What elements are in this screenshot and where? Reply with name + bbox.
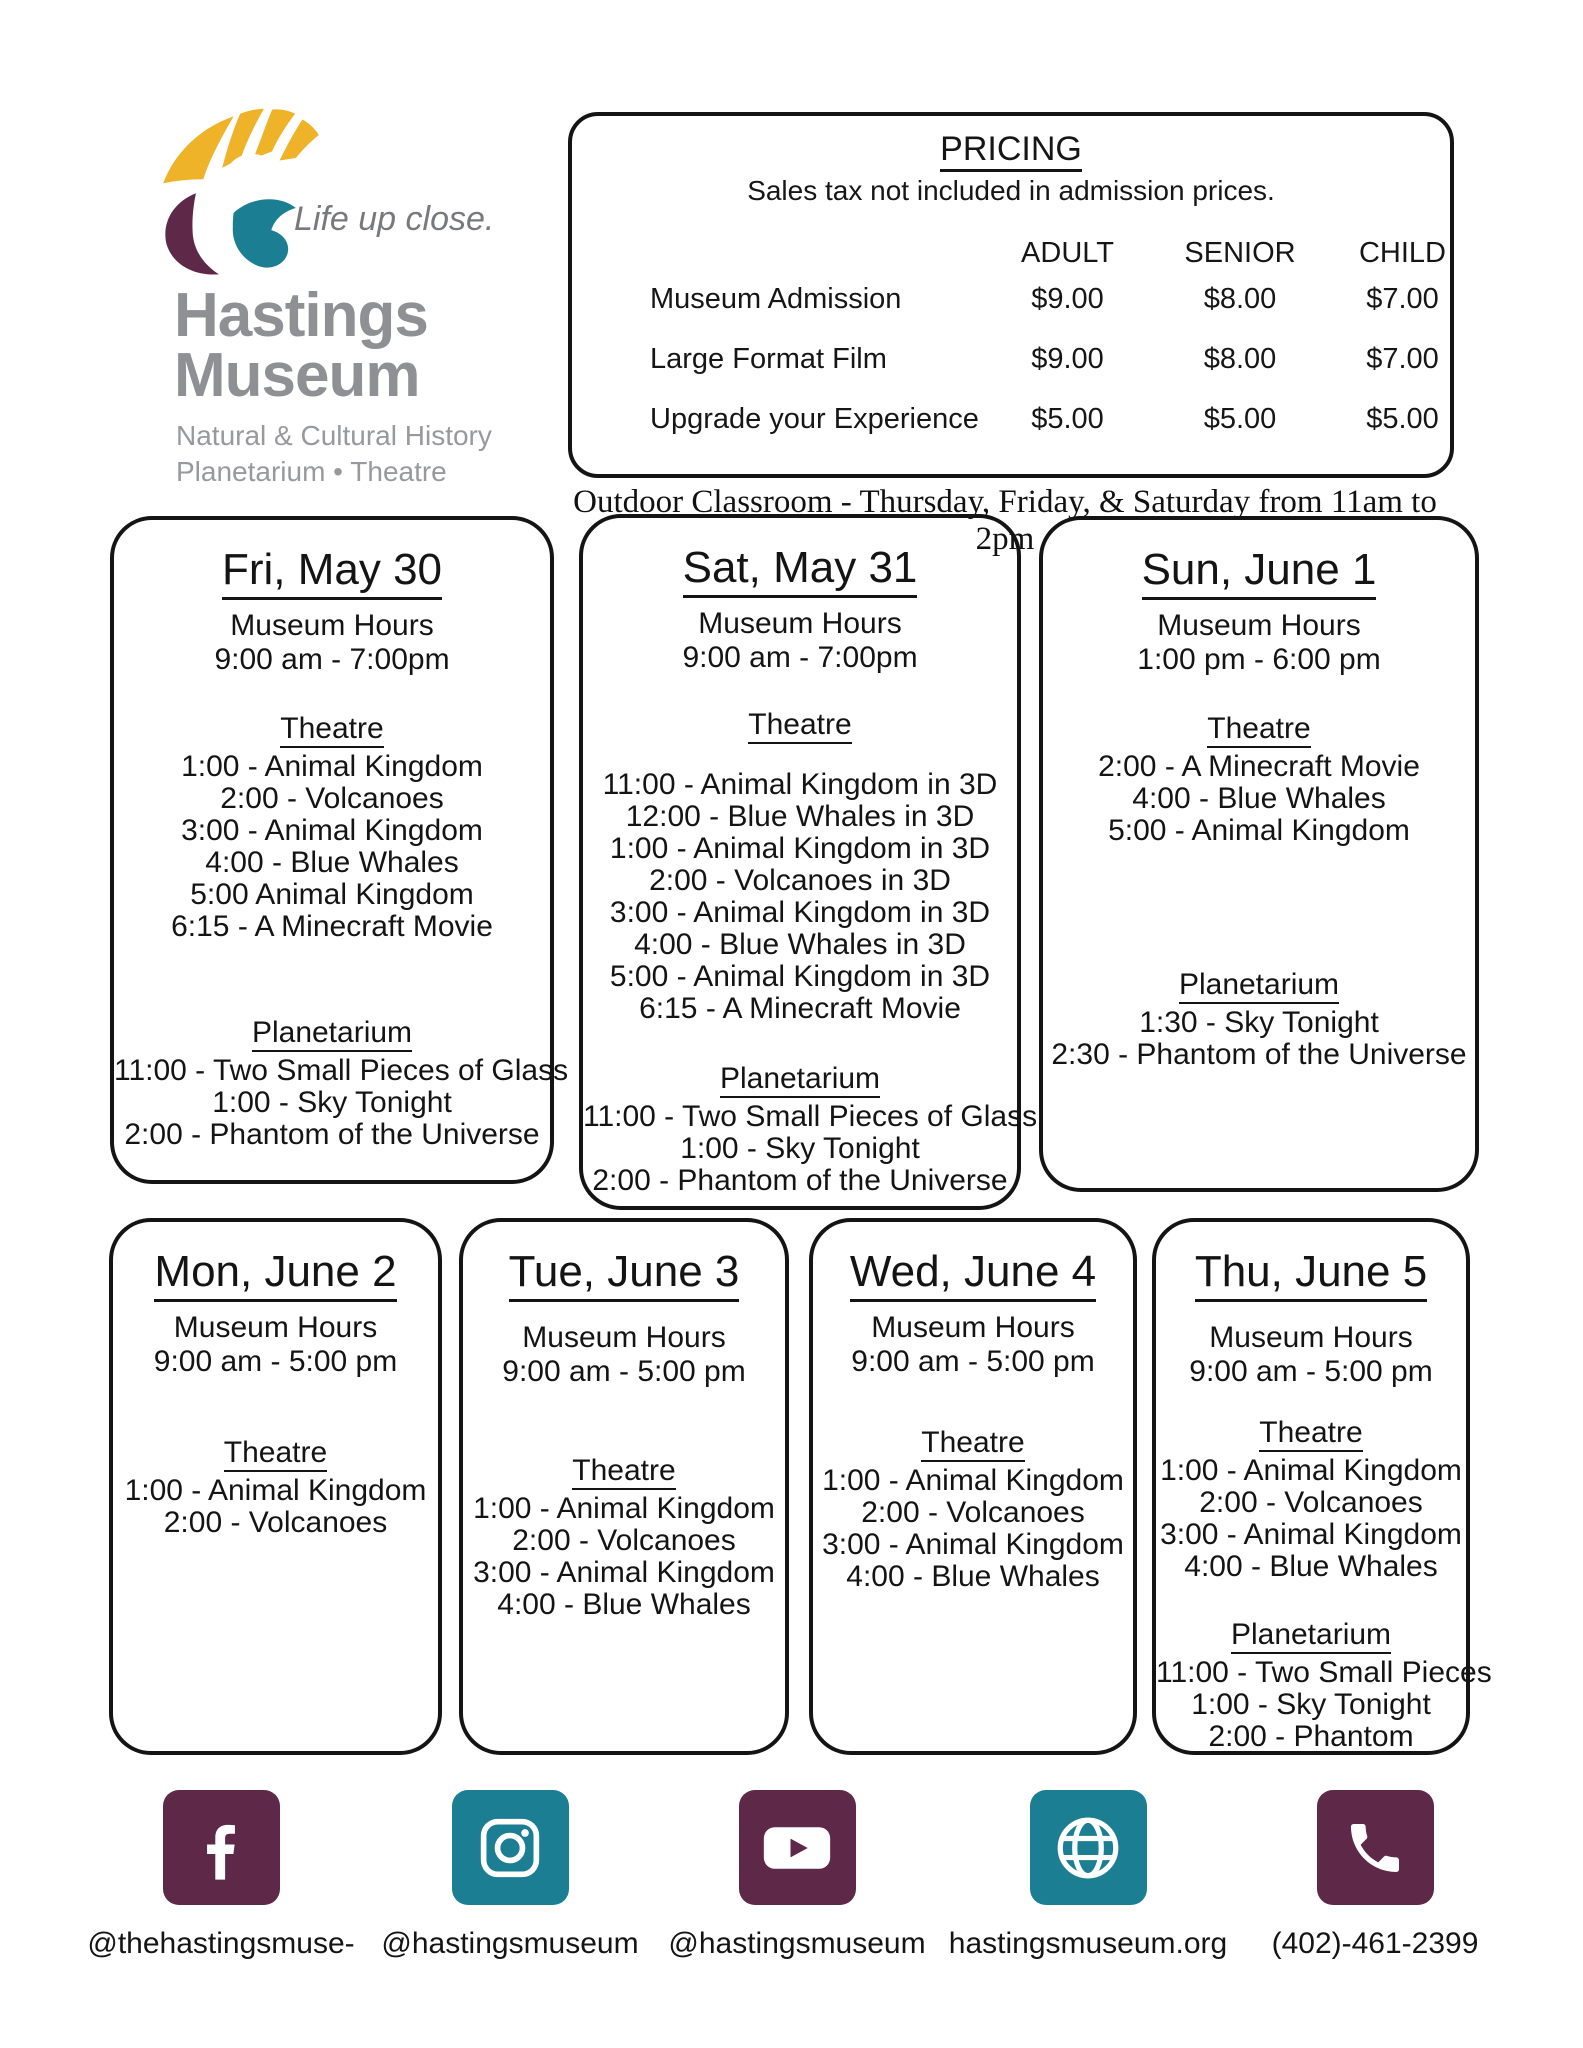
hours-value: 9:00 am - 5:00 pm xyxy=(1189,1355,1433,1388)
day-card-thu-june-5 xyxy=(1152,1218,1492,1755)
footer-link-facebook[interactable] xyxy=(81,1790,361,1961)
schedule-item: 1:00 - Animal Kingdom xyxy=(1160,1454,1462,1487)
logo-name xyxy=(174,281,428,410)
hastings-museum-logo-icon xyxy=(155,108,327,276)
hours-value: 9:00 am - 5:00 pm xyxy=(851,1345,1095,1378)
theatre-section xyxy=(583,707,1017,1025)
planetarium-heading: Planetarium xyxy=(1231,1618,1391,1654)
phone-number: (402)-461-2399 xyxy=(1271,1927,1479,1960)
globe-icon xyxy=(1030,1790,1147,1905)
instagram-icon xyxy=(452,1790,569,1905)
theatre-heading: Theatre xyxy=(1207,712,1310,748)
youtube-handle: @hastingsmuseum xyxy=(668,1927,926,1960)
schedule-item: 5:00 - Animal Kingdom xyxy=(1108,814,1410,847)
hours-value: 9:00 am - 7:00pm xyxy=(214,643,450,676)
theatre-schedule xyxy=(114,751,550,943)
schedule-item: 3:00 - Animal Kingdom in 3D xyxy=(609,896,991,929)
logo-subtitle-line2: Planetarium • Theatre xyxy=(176,456,447,487)
pricing-value: $8.00 xyxy=(1203,283,1277,315)
theatre-section xyxy=(813,1425,1133,1593)
pricing-box xyxy=(568,112,1454,478)
logo-subtitle-line1: Natural & Cultural History xyxy=(176,420,492,451)
schedule-item: 2:00 - A Minecraft Movie xyxy=(1098,750,1420,783)
schedule-item: 2:00 - Phantom of the Universe xyxy=(124,1118,540,1151)
day-title: Mon, June 2 xyxy=(154,1247,396,1302)
planetarium-section xyxy=(1156,1617,1492,1753)
website-url: hastingsmuseum.org xyxy=(948,1927,1228,1960)
schedule-item: 5:00 - Animal Kingdom in 3D xyxy=(609,960,991,993)
planetarium-schedule xyxy=(1156,1656,1492,1753)
day-card-sun-june-1 xyxy=(1039,516,1479,1192)
schedule-item: 1:30 - Sky Tonight xyxy=(1139,1006,1379,1039)
schedule-item: 4:00 - Blue Whales xyxy=(1184,1550,1438,1583)
pricing-col-adult: ADULT xyxy=(1021,237,1114,269)
theatre-section xyxy=(1156,1415,1466,1583)
hastings-museum-logo xyxy=(110,88,550,528)
day-card-sat-may-31 xyxy=(579,514,1038,1210)
pricing-col-child: CHILD xyxy=(1358,237,1446,269)
schedule-item: 1:00 - Animal Kingdom in 3D xyxy=(609,832,991,865)
day-title: Fri, May 30 xyxy=(222,545,442,600)
theatre-heading: Theatre xyxy=(572,1454,675,1490)
pricing-row-label: Museum Admission xyxy=(650,283,902,315)
hours-value: 9:00 am - 5:00 pm xyxy=(502,1355,746,1388)
schedule-item: 4:00 - Blue Whales xyxy=(497,1588,751,1621)
footer-link-instagram[interactable] xyxy=(370,1790,650,1961)
hours-value: 9:00 am - 5:00 pm xyxy=(153,1345,398,1378)
phone-icon xyxy=(1317,1790,1434,1905)
footer-link-youtube[interactable] xyxy=(657,1790,937,1961)
day-title: Wed, June 4 xyxy=(850,1247,1096,1302)
theatre-heading: Theatre xyxy=(280,712,383,748)
schedule-item: 1:00 - Animal Kingdom xyxy=(124,1474,427,1507)
schedule-item: 11:00 - Two Small Pieces of Glass xyxy=(583,1100,1038,1133)
hours-label: Museum Hours xyxy=(698,607,902,640)
pricing-value: $5.00 xyxy=(1366,403,1439,435)
pricing-title-row xyxy=(572,130,1450,169)
schedule-item: 1:00 - Animal Kingdom xyxy=(822,1464,1124,1497)
day-title: Sat, May 31 xyxy=(683,543,918,598)
pricing-value: $7.00 xyxy=(1366,343,1439,375)
schedule-item: 1:00 - Sky Tonight xyxy=(1191,1688,1431,1721)
planetarium-schedule xyxy=(114,1054,569,1151)
schedule-item: 2:00 - Phantom of the Universe xyxy=(592,1164,1008,1197)
schedule-item: 6:15 - A Minecraft Movie xyxy=(171,910,493,943)
planetarium-section xyxy=(583,1061,1038,1197)
theatre-schedule xyxy=(463,1493,785,1621)
schedule-item: 2:00 - Volcanoes xyxy=(861,1496,1085,1529)
hours-label: Museum Hours xyxy=(522,1321,726,1354)
schedule-item: 3:00 - Animal Kingdom xyxy=(822,1528,1124,1561)
pricing-corner-cell xyxy=(650,237,980,283)
pricing-table xyxy=(650,237,1446,463)
theatre-schedule xyxy=(113,1475,438,1539)
theatre-schedule xyxy=(813,1465,1133,1593)
schedule-item: 4:00 - Blue Whales in 3D xyxy=(634,928,966,961)
schedule-item: 3:00 - Animal Kingdom xyxy=(1160,1518,1462,1551)
pricing-title: PRICING xyxy=(940,130,1082,172)
theatre-section xyxy=(463,1453,785,1621)
schedule-item: 11:00 - Animal Kingdom in 3D xyxy=(602,768,998,801)
theatre-section xyxy=(113,1435,438,1539)
day-title: Sun, June 1 xyxy=(1142,545,1377,600)
schedule-item: 6:15 - A Minecraft Movie xyxy=(639,992,961,1025)
day-card-mon-june-2 xyxy=(109,1218,442,1755)
theatre-heading: Theatre xyxy=(1259,1416,1362,1452)
schedule-item: 12:00 - Blue Whales in 3D xyxy=(625,800,975,833)
planetarium-heading: Planetarium xyxy=(1179,968,1339,1004)
facebook-handle: @thehastingsmuse- xyxy=(87,1927,355,1960)
pricing-value: $8.00 xyxy=(1203,343,1277,375)
pricing-col-senior: SENIOR xyxy=(1184,237,1296,269)
pricing-row-label: Upgrade your Experience xyxy=(650,403,979,435)
hours-label: Museum Hours xyxy=(173,1311,378,1344)
pricing-value: $5.00 xyxy=(1203,403,1277,435)
hours-value: 1:00 pm - 6:00 pm xyxy=(1137,643,1381,676)
schedule-item: 2:00 - Volcanoes in 3D xyxy=(649,864,951,897)
theatre-schedule xyxy=(583,769,1017,1025)
planetarium-schedule xyxy=(1043,1007,1475,1071)
planetarium-heading: Planetarium xyxy=(720,1062,880,1098)
day-title: Tue, June 3 xyxy=(509,1247,740,1302)
hours-label: Museum Hours xyxy=(1157,609,1361,642)
schedule-item: 4:00 - Blue Whales xyxy=(846,1560,1100,1593)
youtube-icon xyxy=(739,1790,856,1905)
pricing-value: $9.00 xyxy=(1031,283,1104,315)
theatre-section xyxy=(114,711,550,943)
footer xyxy=(0,1790,1583,1990)
footer-link-website[interactable] xyxy=(948,1790,1228,1961)
schedule-item: 3:00 - Animal Kingdom xyxy=(181,814,483,847)
theatre-heading: Theatre xyxy=(921,1426,1024,1462)
day-card-fri-may-30 xyxy=(110,516,569,1184)
logo-name-line1: Hastings xyxy=(174,281,428,350)
planetarium-section xyxy=(1043,967,1475,1071)
schedule-item: 2:00 - Volcanoes xyxy=(1199,1486,1423,1519)
pricing-row-label: Large Format Film xyxy=(650,343,887,375)
schedule-item: 3:00 - Animal Kingdom xyxy=(473,1556,775,1589)
pricing-value: $7.00 xyxy=(1366,283,1439,315)
pricing-value: $5.00 xyxy=(1031,403,1104,435)
hours-value: 9:00 am - 7:00pm xyxy=(682,641,918,674)
theatre-section xyxy=(1043,711,1475,847)
instagram-handle: @hastingsmuseum xyxy=(381,1927,639,1960)
schedule-item: 4:00 - Blue Whales xyxy=(205,846,459,879)
footer-link-phone[interactable] xyxy=(1235,1790,1515,1961)
schedule-item: 2:00 - Volcanoes xyxy=(512,1524,736,1557)
logo-tagline: Life up close. xyxy=(294,200,495,238)
schedule-item: 2:30 - Phantom of the Universe xyxy=(1051,1038,1467,1071)
theatre-schedule xyxy=(1043,751,1475,847)
schedule-item: 11:00 - Two Small Pieces xyxy=(1156,1656,1492,1689)
facebook-icon xyxy=(163,1790,280,1905)
planetarium-heading: Planetarium xyxy=(252,1016,412,1052)
schedule-item: 1:00 - Sky Tonight xyxy=(680,1132,920,1165)
schedule-item: 11:00 - Two Small Pieces of Glass xyxy=(114,1054,569,1087)
schedule-item: 1:00 - Animal Kingdom xyxy=(181,750,483,783)
hours-label: Museum Hours xyxy=(871,1311,1075,1344)
outdoor-classroom-note: Outdoor Classroom - Thursday, Friday, & Saturday from 11am to 2pm xyxy=(573,484,1437,557)
hours-label: Museum Hours xyxy=(1209,1321,1413,1354)
logo-subtitle xyxy=(176,418,492,490)
schedule-item: 4:00 - Blue Whales xyxy=(1132,782,1386,815)
schedule-item: 5:00 Animal Kingdom xyxy=(190,878,474,911)
day-title: Thu, June 5 xyxy=(1195,1247,1427,1302)
planetarium-schedule xyxy=(583,1100,1038,1197)
schedule-item: 2:00 - Volcanoes xyxy=(220,782,444,815)
day-card-tue-june-3 xyxy=(459,1218,789,1755)
schedule-item: 2:00 - Phantom xyxy=(1208,1720,1414,1753)
theatre-heading: Theatre xyxy=(748,708,851,744)
schedule-item: 2:00 - Volcanoes xyxy=(163,1506,388,1539)
day-card-wed-june-4 xyxy=(809,1218,1137,1755)
theatre-heading: Theatre xyxy=(224,1436,327,1472)
theatre-schedule xyxy=(1156,1455,1466,1583)
schedule-item: 1:00 - Sky Tonight xyxy=(212,1086,452,1119)
planetarium-section xyxy=(114,1015,569,1151)
logo-name-line2: Museum xyxy=(174,341,420,410)
schedule-item: 1:00 - Animal Kingdom xyxy=(473,1492,775,1525)
pricing-note: Sales tax not included in admission prices. xyxy=(747,175,1275,206)
hours-label: Museum Hours xyxy=(230,609,434,642)
pricing-value: $9.00 xyxy=(1031,343,1104,375)
